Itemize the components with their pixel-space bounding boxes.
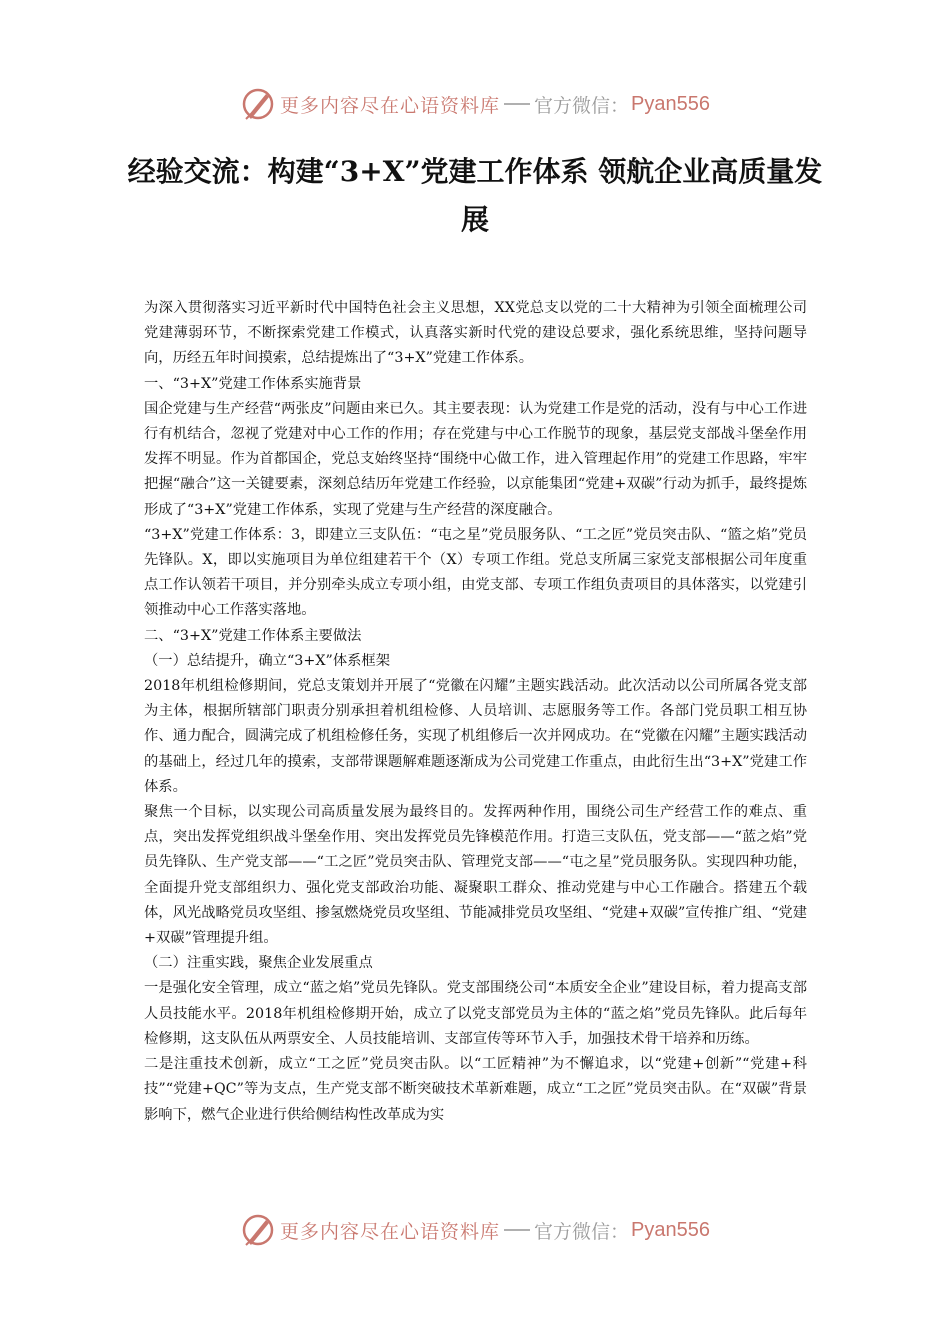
paragraph: 2018年机组检修期间，党总支策划并开展了“党徽在闪耀”主题实践活动。此次活动以公司所属各党支部为主体，根据所辖部门职责分别承担着机组检修、人员培训、志愿服务等工作。各部门党员职工相互协作、通力配合，圆满完成了机组检修任务，实现了机组修后一次并网成功。在“党徽在闪耀”主题实践活动的基础上，经过几年的摸索，支部带课题解难题逐渐成为公司党建工作重点，由此衍生出“3+X”党建工作体系。 xyxy=(144,678,807,795)
paragraph: 国企党建与生产经营“两张皮”问题由来已久。其主要表现：认为党建工作是党的活动，没有与中心工作进行有机结合，忽视了党建对中心工作的作用；存在党建与中心工作脱节的现象，基层党支部战斗堡垒作用发挥不明显。作为首都国企，党总支始终坚持“围绕中心做工作，进入管理起作用”的党建工作思路，牢牢把握“融合”这一关键要素，深刻总结历年党建工作经验，以京能集团“党建+双碳”行动为抓手，最终提炼形成了“3+X”党建工作体系，实现了党建与生产经营的深度融合。 xyxy=(144,400,807,518)
banner-wechat-label: 官方微信： xyxy=(534,94,630,117)
watermark-banner-top xyxy=(0,84,950,124)
watermark-banner-bottom xyxy=(0,1210,950,1250)
section-heading: 二、“3+X”党建工作体系主要做法 xyxy=(144,627,362,644)
document-body xyxy=(144,296,807,1128)
paragraph: 聚焦一个目标，以实现公司高质量发展为最终目的。发挥两种作用，围绕公司生产经营工作的难点、重点，突出发挥党组织战斗堡垒作用、突出发挥党员先锋模范作用。打造三支队伍，党支部——“蓝之焰”党员先锋队、生产党支部——“工之匠”党员突击队、管理党支部——“屯之星”党员服务队。实现四种功能，全面提升党支部组织力、强化党支部政治功能、凝聚职工群众、推动党建与中心工作融合。搭建五个载体，风光战略党员攻坚组、掺氢燃烧党员攻坚组、节能减排党员攻坚组、“党建+双碳”宣传推广组、“党建+双碳”管理提升组。 xyxy=(144,804,807,947)
banner-text: 更多内容尽在心语资料库 xyxy=(280,94,501,117)
banner-divider xyxy=(504,103,530,105)
section-heading: 一、“3+X”党建工作体系实施背景 xyxy=(144,375,362,392)
banner-wechat-id: Pyan556 xyxy=(631,92,710,115)
paragraph: 为深入贯彻落实习近平新时代中国特色社会主义思想，XX党总支以党的二十大精神为引领全面梳理公司党建薄弱环节，不断探索党建工作模式，认真落实新时代党的建设总要求，强化系统思维，坚持问题导向，历经五年时间摸索，总结提炼出了“3+X”党建工作体系。 xyxy=(144,300,807,367)
paragraph: 二是注重技术创新，成立“工之匠”党员突击队。以“工匠精神”为不懈追求，以“党建+创新”“党建+科技”“党建+QC”等为支点，生产党支部不断突破技术革新难题，成立“工之匠”党员突击队。在“双碳”背景影响下，燃气企业进行供给侧结构性改革成为实 xyxy=(144,1056,807,1123)
subsection-heading: （二）注重实践，聚焦企业发展重点 xyxy=(144,955,373,972)
banner-text: 更多内容尽在心语资料库 xyxy=(280,1220,501,1243)
paragraph: “3+X”党建工作体系：3，即建立三支队伍：“屯之星”党员服务队、“工之匠”党员突击队、“篮之焰”党员先锋队。X，即以实施项目为单位组建若干个（X）专项工作组。党总支所属三家党支部根据公司年度重点工作认领若干项目，并分别牵头成立专项小组，由党支部、专项工作组负责项目的具体落实，以党建引领推动中心工作落实落地。 xyxy=(144,526,807,619)
banner-wechat-id: Pyan556 xyxy=(631,1218,710,1241)
banner-wechat-label: 官方微信： xyxy=(534,1220,630,1243)
paragraph: 一是强化安全管理，成立“蓝之焰”党员先锋队。党支部围绕公司“本质安全企业”建设目标，着力提高支部人员技能水平。2018年机组检修期开始，成立了以党支部党员为主体的“蓝之焰”党员先锋队。此后每年检修期，这支队伍从两票安全、人员技能培训、支部宣传等环节入手，加强技术骨干培养和历练。 xyxy=(144,980,807,1047)
quill-pen-logo-icon xyxy=(240,86,276,122)
document-title: 经验交流：构建“3+X”党建工作体系 领航企业高质量发展 xyxy=(127,155,823,236)
quill-pen-logo-icon xyxy=(240,1212,276,1248)
banner-divider xyxy=(504,1229,530,1231)
subsection-heading: （一）总结提升，确立“3+X”体系框架 xyxy=(144,652,391,669)
